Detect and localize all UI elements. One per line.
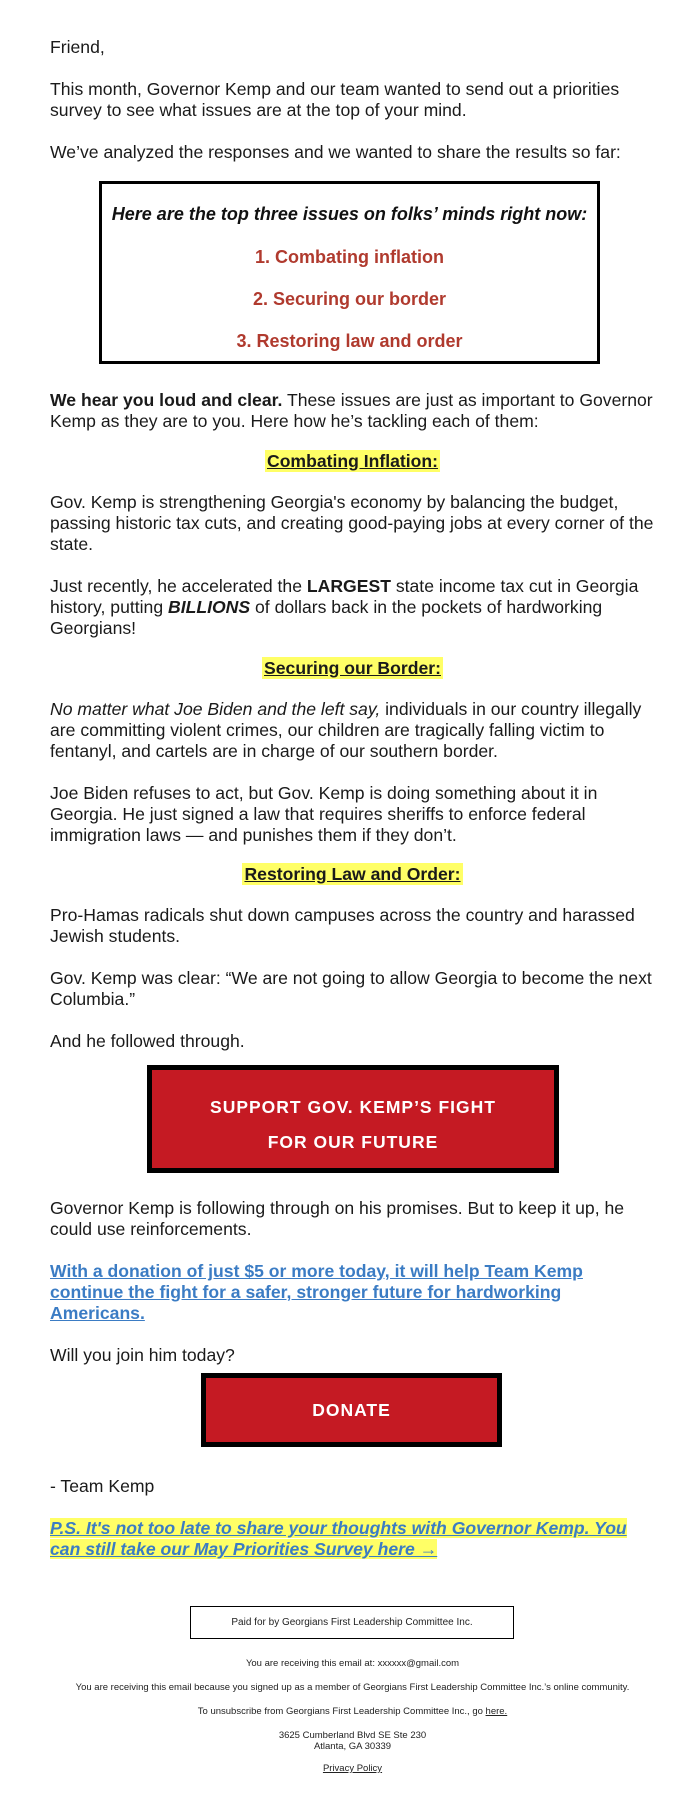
footer-privacy <box>50 1763 655 1774</box>
footer-unsubscribe-text: To unsubscribe from Georgians First Leadership Committee Inc., go <box>197 1706 486 1717</box>
donation-link-paragraph <box>50 1261 655 1324</box>
join-question: Will you join him today? <box>50 1345 235 1365</box>
privacy-policy-link[interactable]: Privacy Policy <box>322 1763 383 1774</box>
border-p1-rest: individuals in our country illegally are committing violent crimes, our children are tragically falling victim to fentanyl, and cartels are in charge of our southern border. <box>50 699 642 761</box>
footer-signed-up: You are receiving this email because you signed up as a member of Georgians First Leadership Committee Inc.’s online community. <box>75 1682 630 1693</box>
ps-survey-link-line-2[interactable]: can still take our May Priorities Survey here → <box>50 1539 438 1559</box>
inflation-paragraph-1: Gov. Kemp is strengthening Georgia's economy by balancing the budget, passing historic tax cuts, and creating good-paying jobs at every corner of the state. <box>50 492 654 554</box>
issue-item-2: 2. Securing our border <box>252 289 447 309</box>
law-paragraph-2: Gov. Kemp was clear: “We are not going to allow Georgia to become the next Columbia.” <box>50 968 652 1009</box>
section-heading-law <box>50 864 655 885</box>
support-fight-button[interactable] <box>147 1065 559 1173</box>
paid-for-disclaimer: Paid for by Georgians First Leadership Committee Inc. <box>190 1606 514 1639</box>
top-issues-heading: Here are the top three issues on folks’ minds right now: <box>111 204 588 224</box>
law-paragraph-1: Pro-Hamas radicals shut down campuses across the country and harassed Jewish students. <box>50 905 635 946</box>
footer-receiving: You are receiving this email at: xxxxxx@gmail.com <box>245 1658 460 1669</box>
signoff: - Team Kemp <box>50 1476 155 1496</box>
hear-bold: We hear you loud and clear. <box>50 390 283 410</box>
section-heading-law-text: Restoring Law and Order: <box>244 864 461 884</box>
ps-paragraph <box>50 1518 655 1560</box>
intro-paragraph-1: This month, Governor Kemp and our team wanted to send out a priorities survey to see what issues are at the top of your mind. <box>50 79 620 120</box>
footer-unsubscribe <box>50 1706 655 1717</box>
footer-address-line-2: Atlanta, GA 30339 <box>313 1741 392 1752</box>
top-issues-box <box>99 181 600 364</box>
footer-address-line-1: 3625 Cumberland Blvd SE Ste 230 <box>278 1730 427 1741</box>
intro-paragraph-2: We’ve analyzed the responses and we wanted to share the results so far: <box>50 142 621 162</box>
donation-link[interactable]: With a donation of just $5 or more today, it will help Team Kemp continue the fight for a safer, stronger future for hardworking Americans. <box>50 1261 583 1323</box>
salutation: Friend, <box>50 37 105 57</box>
inflation-p2-e: of dollars back in the pockets of hardworking Georgians! <box>50 597 603 638</box>
border-p1-italic: No matter what Joe Biden and the left say, <box>50 699 381 719</box>
support-fight-line-2: FOR OUR FUTURE <box>267 1132 439 1152</box>
issue-item-1: 1. Combating inflation <box>255 247 444 267</box>
inflation-p2-a: Just recently, he accelerated the <box>50 576 307 596</box>
donate-button[interactable]: DONATE <box>201 1373 502 1447</box>
section-heading-inflation-text: Combating Inflation: <box>266 451 439 471</box>
border-paragraph-1 <box>50 699 655 762</box>
issue-item-3: 3. Restoring law and order <box>236 331 463 351</box>
section-heading-border-text: Securing our Border: <box>264 658 441 678</box>
hear-rest: These issues are just as important to Governor Kemp as they are to you. Here how he’s tackling each of them: <box>50 390 653 431</box>
hear-paragraph <box>50 390 655 432</box>
inflation-paragraph-2 <box>50 576 655 639</box>
border-paragraph-2: Joe Biden refuses to act, but Gov. Kemp is doing something about it in Georgia. He just signed a law that requires sheriffs to enforce federal immigration laws — and punishes them if they don’t. <box>50 783 598 845</box>
inflation-p2-largest: LARGEST <box>306 576 391 596</box>
support-fight-line-1: SUPPORT GOV. KEMP’S FIGHT <box>210 1097 496 1117</box>
unsubscribe-link[interactable]: here. <box>485 1706 508 1717</box>
ps-survey-link-line-1[interactable]: P.S. It's not too late to share your thoughts with Governor Kemp. You <box>50 1518 627 1538</box>
section-heading-inflation <box>50 451 655 472</box>
inflation-p2-c: state income tax cut in Georgia history, putting <box>50 576 639 617</box>
followup-paragraph: Governor Kemp is following through on his promises. But to keep it up, he could use reinforcements. <box>50 1198 625 1239</box>
inflation-p2-billions: BILLIONS <box>168 597 251 617</box>
law-paragraph-3: And he followed through. <box>50 1031 245 1051</box>
section-heading-border <box>50 658 655 679</box>
